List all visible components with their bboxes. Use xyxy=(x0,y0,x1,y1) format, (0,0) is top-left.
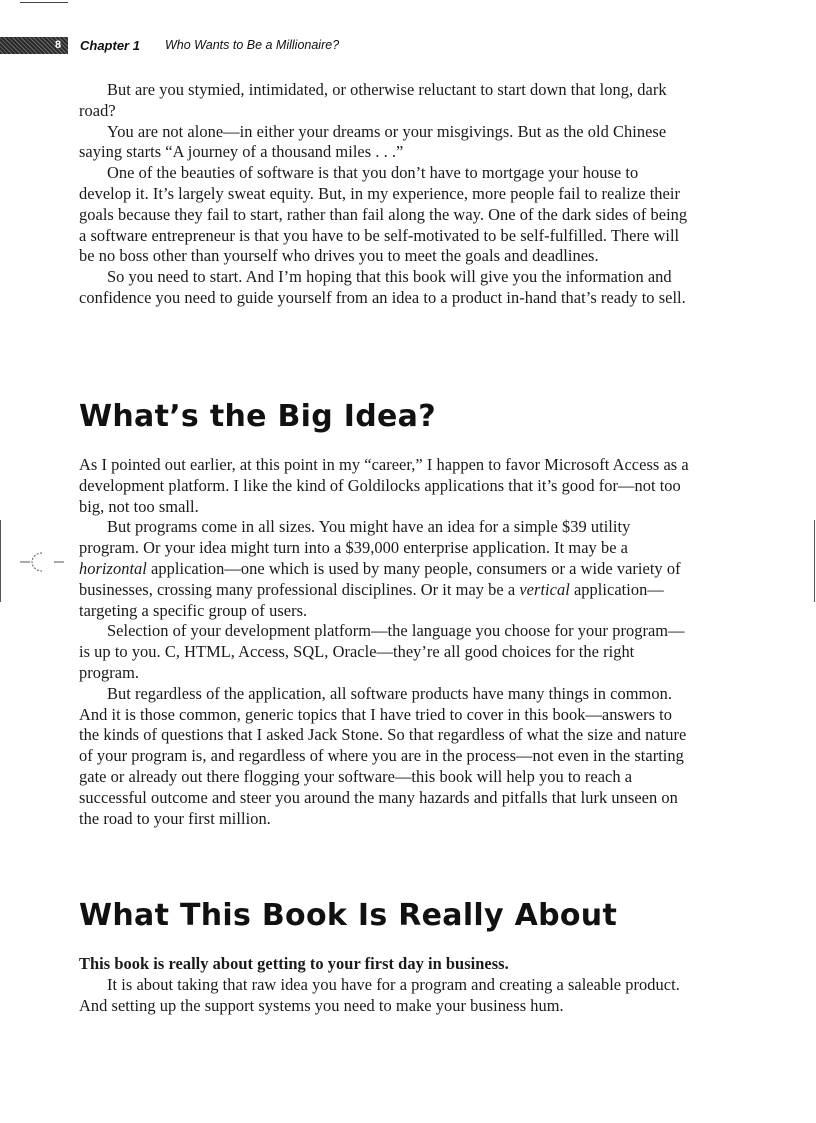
body-paragraph: But regardless of the application, all software products have many things in common. And it is those common, generic topics that I have tried to cover in this book—answers to the kinds of questions that I asked Jack Stone. So that regardless of what the size and nature of your program is, and regardless of where you are in the process—not even in the starting gate or already out there flogging your software—this book will help you to reach a successful outcome and steer you around the many hazards and pitfalls that lurk unseen on the road to your first million. xyxy=(79,683,687,828)
intro-paragraph: You are not alone—in either your dreams or your misgivings. But as the old Chinese saying starts “A journey of a thousand miles . . .” xyxy=(79,121,667,162)
emphasis-horizontal: horizontal xyxy=(79,558,147,578)
section-heading-big-idea: What’s the Big Idea? xyxy=(79,399,436,434)
text-run: application—one which is used by many people, consumers or a wide variety of businesses, crossing many professional disciplines. Or it may be a xyxy=(79,558,681,599)
running-header xyxy=(0,37,816,57)
left-margin-mark xyxy=(0,520,5,602)
intro-paragraph: One of the beauties of software is that you don’t have to mortgage your house to develop it. It’s largely sweat equity. But, in my experience, more people fail to realize their goals because they fail to start, rather than fail along the way. One of the dark sides of being a software entrepreneur is that you have to be self-motivated to be self-fulfilled. There will be no boss other than yourself who drives you to meet the goals and deadlines. xyxy=(79,163,688,266)
text-run: application—targeting a specific group of users. xyxy=(79,579,664,620)
right-margin-mark xyxy=(814,520,815,602)
top-rule xyxy=(20,2,68,3)
section-heading-book-about: What This Book Is Really About xyxy=(79,898,618,933)
intro-paragraph: But are you stymied, intimidated, or otherwise reluctant to start down that long, dark road? xyxy=(79,80,667,120)
lead-sentence: This book is really about getting to your first day in business. xyxy=(79,954,509,973)
intro-paragraph: So you need to start. And I’m hoping that this book will give you the information and confidence you need to guide yourself from an idea to a product in-hand that’s ready to sell. xyxy=(79,267,686,307)
chapter-title: Who Wants to Be a Millionaire? xyxy=(165,38,340,52)
emphasis-vertical: vertical xyxy=(519,579,570,599)
section-big-idea-body xyxy=(79,455,691,829)
section-book-about-body xyxy=(79,954,691,1016)
text-run: But programs come in all sizes. You might have an idea for a simple $39 utility program. Or your idea might turn into a $39,000 enterprise application. It may be a xyxy=(79,517,631,558)
registration-mark-icon xyxy=(18,548,68,576)
body-paragraph: Selection of your development platform—the language you choose for your program—is up to you. C, HTML, Access, SQL, Oracle—they’re all good choices for the right program. xyxy=(79,621,685,682)
intro-text xyxy=(79,80,691,309)
body-paragraph: As I pointed out earlier, at this point in my “career,” I happen to favor Microsoft Access as a development platform. I like the kind of Goldilocks applications that it’s good for—not too big, not too small. xyxy=(79,455,689,516)
chapter-label: Chapter 1 xyxy=(80,38,140,53)
body-paragraph xyxy=(79,517,691,621)
body-paragraph: It is about taking that raw idea you have for a program and creating a saleable product. And setting up the support systems you need to make your business hum. xyxy=(79,974,680,1015)
page-number: 8 xyxy=(54,39,62,51)
